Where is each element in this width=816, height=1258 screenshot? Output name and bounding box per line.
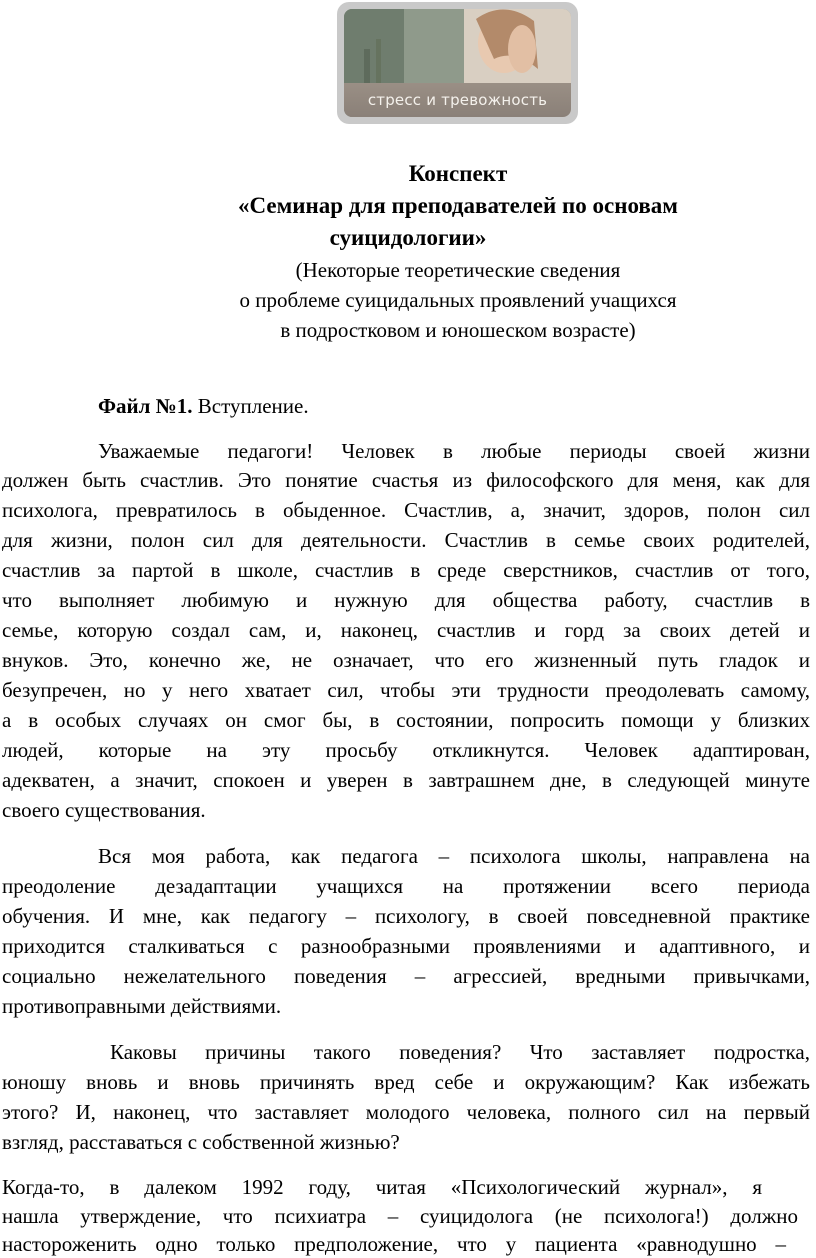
text-line: взгляд, расставаться с собственной жизнью? [2,1130,400,1154]
doc-title-line2: «Семинар для преподавателей по основам [238,193,678,218]
banner-caption: стресс и тревожность [344,83,571,117]
file-title: Вступление. [192,394,309,418]
text-line: психолога, превратилось в обыденное. Счастлив, а, значит, здоров, полон сил [2,498,810,522]
text-line: для жизни, полон сил для деятельности. Счастлив в семье своих родителей, [2,528,810,552]
subtitle-line3: в подростковом и юношеском возрасте) [280,318,636,342]
text-line: а в особых случаях он смог бы, в состоянии, попросить помощи у близких [2,708,810,732]
text-line: обучения. И мне, как педагогу – психологу, в своей повседневной практике [2,904,810,928]
text-line: Когда-то, в далеком 1992 году, читая «Психологический журнал», я [2,1175,762,1199]
text-line: Каковы причины такого поведения? Что заставляет подростка, [110,1040,810,1064]
file-label: Файл №1. [98,394,193,418]
text-line: юношу вновь и вновь причинять вред себе и окружающим? Как избежать [2,1070,810,1094]
text-line: семье, которую создал сам, и, наконец, счастлив и горд за своих детей и [2,618,810,642]
text-line: социально нежелательного поведения – агрессией, вредными привычками, [2,964,810,988]
text-line: безупречен, но у него хватает сил, чтобы эти трудности преодолевать самому, [2,678,810,702]
text-line: Вся моя работа, как педагога – психолога школы, направлена на [98,844,810,868]
stress-banner [337,2,578,124]
text-line: преодоление дезадаптации учащихся на протяжении всего периода [2,874,810,898]
file-heading [98,392,309,420]
subtitle-line2: о проблеме суицидальных проявлений учащихся [239,288,677,312]
text-line: что выполняет любимую и нужную для общества работу, счастлив в [2,588,810,612]
text-line: Уважаемые педагоги! Человек в любые периоды своей жизни [98,439,810,463]
text-line: этого? И, наконец, что заставляет молодого человека, полного сил на первый [2,1100,810,1124]
text-line: счастлив за партой в школе, счастлив в среде сверстников, счастлив от того, [2,558,810,582]
text-line: противоправными действиями. [2,994,282,1018]
text-line: адекватен, а значит, спокоен и уверен в завтрашнем дне, в следующей минуте [2,768,810,792]
subtitle-line1: (Некоторые теоретические сведения [295,258,621,282]
text-line: настороженить одно только предположение, что у пациента «равнодушно – [2,1232,786,1256]
text-line: приходится сталкиваться с разнообразными проявлениями и адаптивного, и [2,934,810,958]
doc-title-line3: суицидологии» [329,225,487,250]
doc-title: Конспект [408,161,508,186]
text-line: нашла утверждение, что психиатра – суицидолога (не психолога!) должно [2,1204,798,1228]
woman-photo [344,9,571,83]
text-line: должен быть счастлив. Это понятие счастья из философского для меня, как для [2,468,810,492]
text-line: своего существования. [2,798,206,822]
text-line: внуков. Это, конечно же, не означает, что его жизненный путь гладок и [2,648,810,672]
text-line: людей, которые на эту просьбу откликнутся. Человек адаптирован, [2,738,810,762]
